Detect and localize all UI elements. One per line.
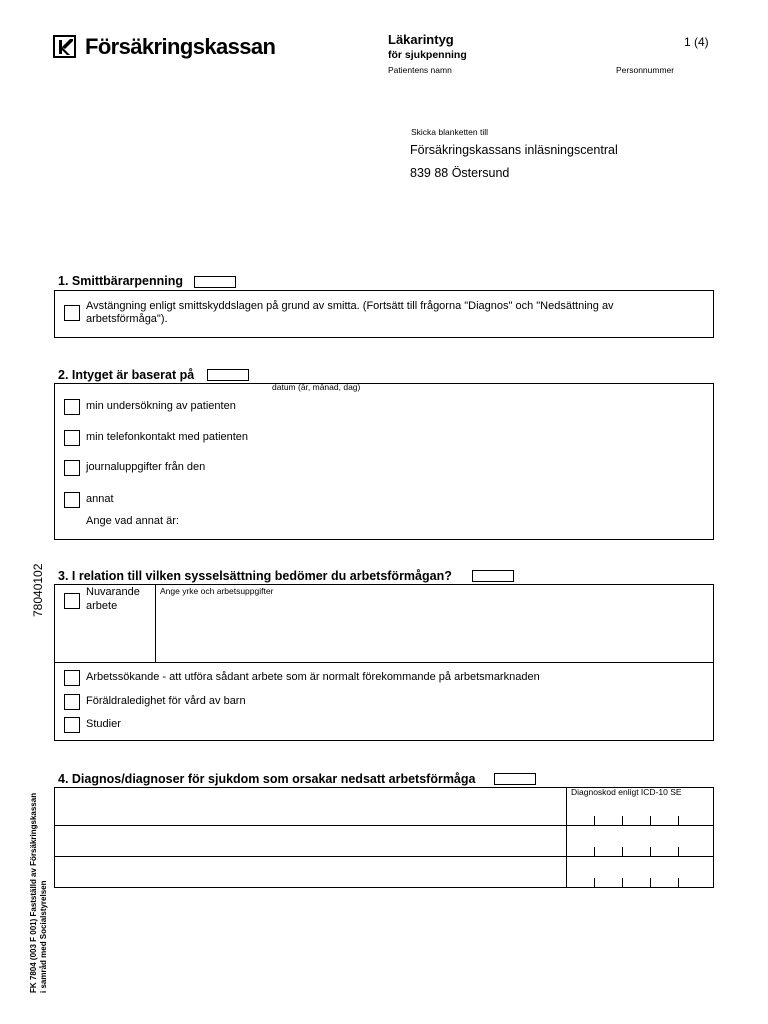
code-tick [622,847,623,856]
section1-code-box[interactable] [194,276,236,288]
parental-leave-checkbox[interactable] [64,694,80,710]
send-to-label: Skicka blanketten till [411,127,489,137]
code-tick [678,847,679,856]
current-job-checkbox[interactable] [64,593,80,609]
legal-note-line1: FK 7804 (003 F 001) Fastställd av Försäkringskassan [29,792,38,993]
basis-other-checkbox[interactable] [64,492,80,508]
parental-leave-label: Föräldraledighet för vård av barn [86,695,246,707]
section2-heading: 2. Intyget är baserat på [58,368,195,382]
brand-name: Försäkringskassan [85,34,276,59]
code-tick [622,816,623,825]
diagnosis-code-divider [566,787,567,888]
diagnosis-code-label: Diagnoskod enligt ICD-10 SE [571,787,682,797]
basis-examination-checkbox[interactable] [64,399,80,415]
document-title: Läkarintyg [388,32,454,47]
code-tick [650,847,651,856]
section3-code-box[interactable] [472,570,514,582]
diagnosis-input-2[interactable] [56,827,564,855]
basis-other-label: annat [86,493,114,505]
job-seeker-label: Arbetssökande - att utföra sådant arbete som är normalt förekommande på arbetsmarknaden [86,671,540,683]
quarantine-checkbox[interactable] [64,305,80,321]
code-tick [650,816,651,825]
basis-examination-label: min undersökning av patienten [86,400,236,412]
section2-code-box[interactable] [207,369,249,381]
code-tick [678,816,679,825]
studies-label: Studier [86,718,121,730]
basis-phone-label: min telefonkontakt med patienten [86,431,249,443]
other-specify-label: Ange vad annat är: [86,515,179,527]
section4-code-box[interactable] [494,773,536,785]
current-job-label-line2: arbete [86,600,118,612]
section3-heading: 3. I relation till vilken sysselsättning bedömer du arbetsförmågan? [58,569,452,583]
patient-name-label: Patientens namn [388,65,452,75]
diagnosis-row-divider-2 [54,856,714,857]
code-tick [594,816,595,825]
page-number: 1 (4) [684,35,709,49]
studies-checkbox[interactable] [64,717,80,733]
section1-heading: 1. Smittbärarpenning [58,274,184,288]
section3-divider-vertical [155,584,156,663]
basis-phone-checkbox[interactable] [64,430,80,446]
section4-heading: 4. Diagnos/diagnoser för sjukdom som orsakar nedsatt arbetsförmåga [58,772,476,786]
send-to-line1: Försäkringskassans inläsningscentral [410,143,618,157]
code-tick [678,878,679,887]
occupation-input[interactable] [157,598,712,660]
code-tick [594,847,595,856]
occupation-label: Ange yrke och arbetsuppgifter [160,586,274,596]
current-job-label-line1: Nuvarande [86,586,140,598]
form-number: 78040102 [31,563,45,617]
diagnosis-input-1[interactable] [56,800,564,824]
legal-note-line2: i samråd med Socialstyrelsen [39,880,48,993]
date-label: datum (år, månad, dag) [272,382,361,392]
diagnosis-row-divider-1 [54,825,714,826]
section3-divider-horizontal [54,662,714,663]
code-tick [650,878,651,887]
logo-glyph-icon [55,37,74,56]
basis-records-label: journaluppgifter från den [86,461,206,473]
logo-mark-icon [53,35,76,58]
diagnosis-input-3[interactable] [56,858,564,886]
code-tick [594,878,595,887]
code-tick [622,878,623,887]
job-seeker-checkbox[interactable] [64,670,80,686]
quarantine-text-line2: arbetsförmåga"). [86,313,168,325]
basis-records-checkbox[interactable] [64,460,80,476]
document-subtitle: för sjukpenning [388,49,467,61]
quarantine-text-line1: Avstängning enligt smittskyddslagen på grund av smitta. (Fortsätt till frågorna "Diagnos" och "Nedsättning av [86,300,614,312]
send-to-line2: 839 88 Östersund [410,166,510,180]
personnummer-label: Personnummer [616,65,675,75]
